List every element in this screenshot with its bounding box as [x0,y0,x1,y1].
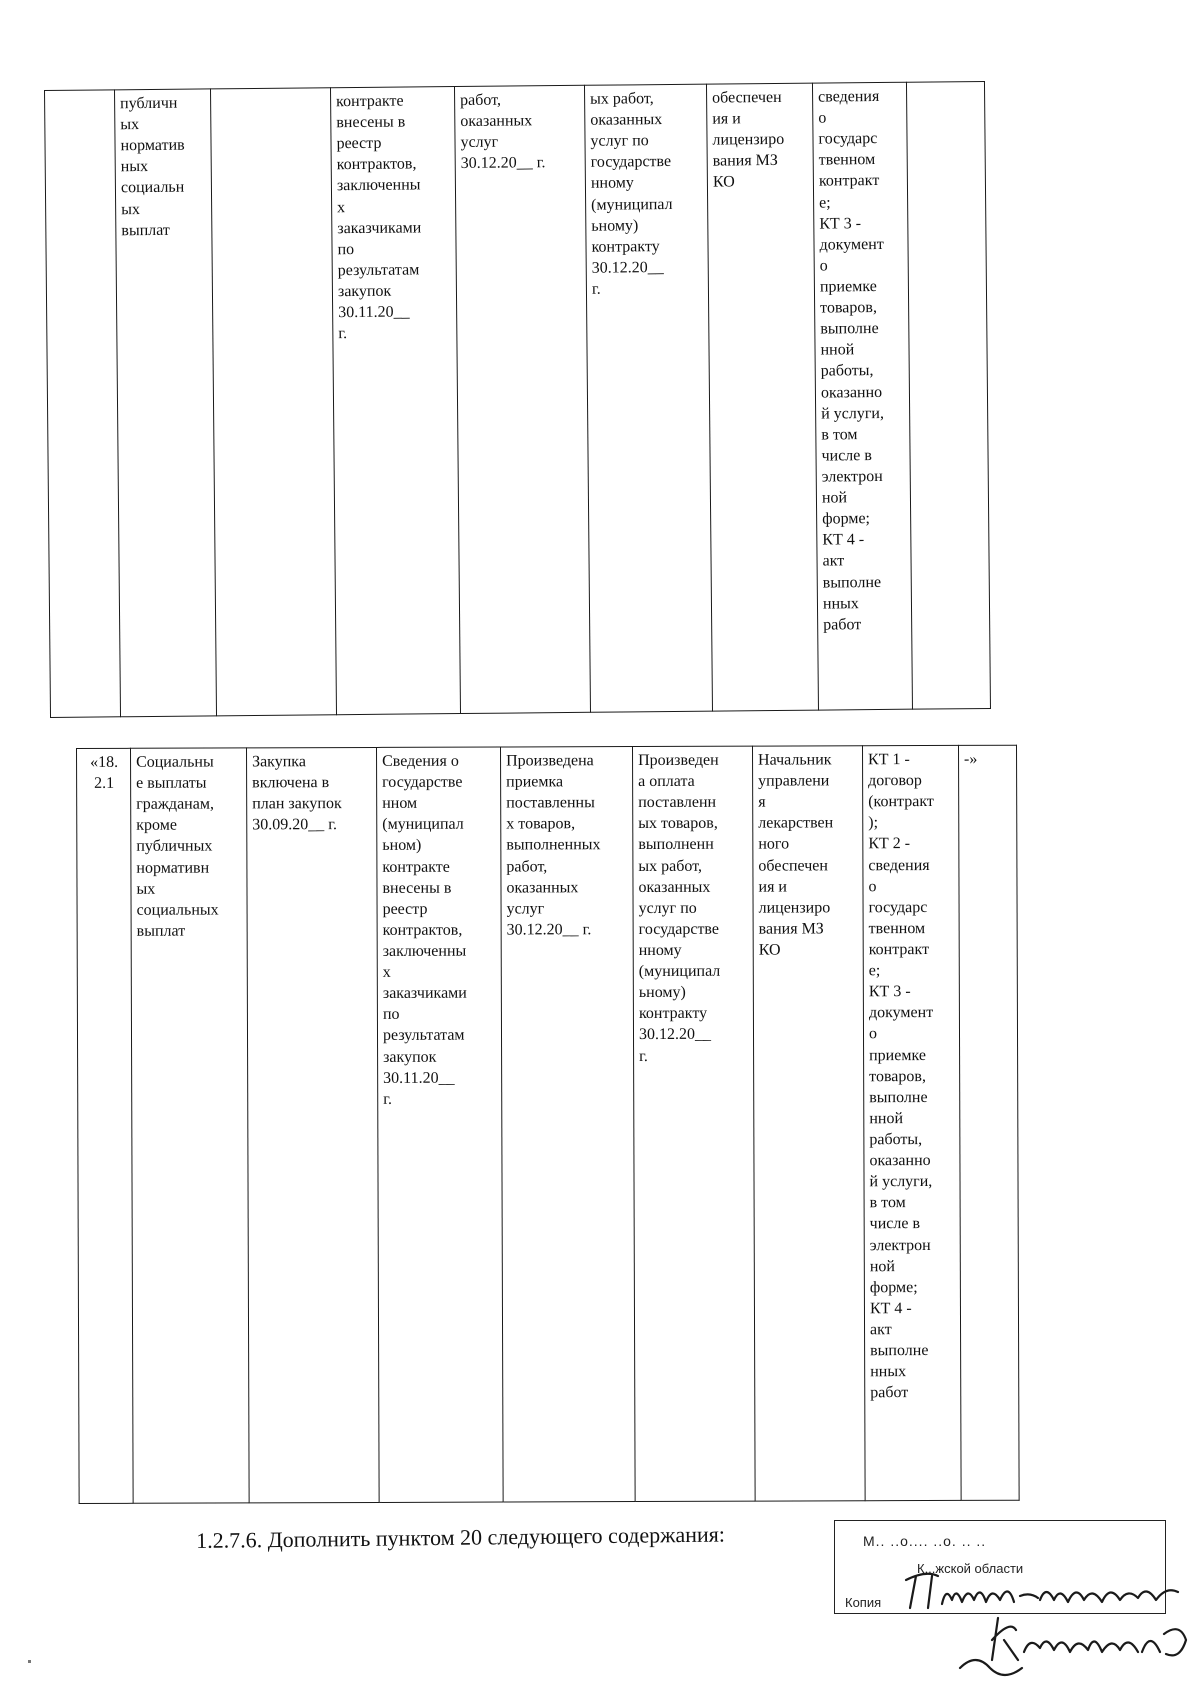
table-cell [131,748,250,1503]
table-cell [77,748,134,1503]
paragraph-text: 1.2.7.6. Дополнить пунктом 20 следующего содержания: [196,1521,726,1553]
scan-speck [28,1660,31,1663]
cell-text [912,85,980,86]
cell-text: КТ 1 - договор (контракт ); КТ 2 - сведения о государс твенном контракт е; КТ 3 - документ о приемке товаров, выполне нной работы, оказанно й услуги, в том числе в электрон ной форме; КТ 4 - акт выполне нных работ [868,751,934,1402]
stamp-line-2: К...жской области [917,1561,1024,1576]
table-bottom [76,745,1020,1504]
cell-text: Начальник управлени я лекарствен ного обеспечен ия и лицензиро вания МЗ КО [758,751,834,959]
cell-text: Закупка включена в план закупок 30.09.20__ г. [252,753,342,834]
table-cell [812,82,912,710]
cell-text: Произведена приемка поставленны х товаров, выполненных работ, оказанных услуг 30.12.20__ г. [506,752,601,939]
table-cell [906,81,990,709]
cell-text: ых работ, оказанных услуг по государстве нному (муниципал ьному) контракту 30.12.20__ г. [590,90,673,298]
stamp-line-3: Копия [845,1595,882,1610]
table-cell [376,747,503,1502]
table-row [77,745,1020,1503]
table-cell [45,90,121,718]
cell-text: Сведения о государстве нном (муниципал ьном) контракте внесены в реестр контрактов, заключенны х заказчиками по результатам закупок 30.11.20__ г. [382,752,467,1108]
cell-text: -» [964,750,978,768]
cell-text: «18. 2.1 [90,753,119,793]
stamp-line-1: М.. ..о.... ..о. .. .. [863,1533,987,1549]
table-cell [752,746,865,1501]
table-row [45,81,991,717]
cell-text: работ, оказанных услуг 30.12.20__ г. [460,91,546,173]
table-cell [862,745,961,1500]
table-cell [584,84,712,712]
cell-text: обеспечен ия и лицензиро вания МЗ КО [712,88,785,192]
table-cell [500,747,635,1502]
table-cell [115,89,217,717]
cell-text [216,91,326,92]
cell-text: контракте внесены в реестр контрактов, заключенны х заказчиками по результатам закупок 30.11.20__ г. [336,92,422,343]
table-cell [454,85,590,713]
table-cell [706,83,818,711]
cell-text: сведения о государс твенном контракт е; КТ 3 - документ о приемке товаров, выполне нной работы, оказанно й услуги, в том числе в электрон ной форме; КТ 4 - акт выполне нных работ [818,87,885,634]
cell-text: публичн ых норматив ных социальн ых выплат [120,94,185,239]
cell-text [50,93,110,94]
table-cell [632,746,755,1501]
table-cell [958,745,1019,1500]
table-top [44,81,991,718]
table-cell [210,88,336,716]
handwritten-signature [880,1556,1200,1684]
cell-text: Социальны е выплаты гражданам, кроме публичных нормативн ых социальных выплат [136,753,219,940]
table-cell [247,747,380,1502]
table-cell [330,87,460,715]
cell-text: Произведен а оплата поставленн ых товаров, выполненн ых работ, оказанных услуг по государстве нному (муниципал ьному) контракту 30.12.20__ г. [638,751,721,1065]
